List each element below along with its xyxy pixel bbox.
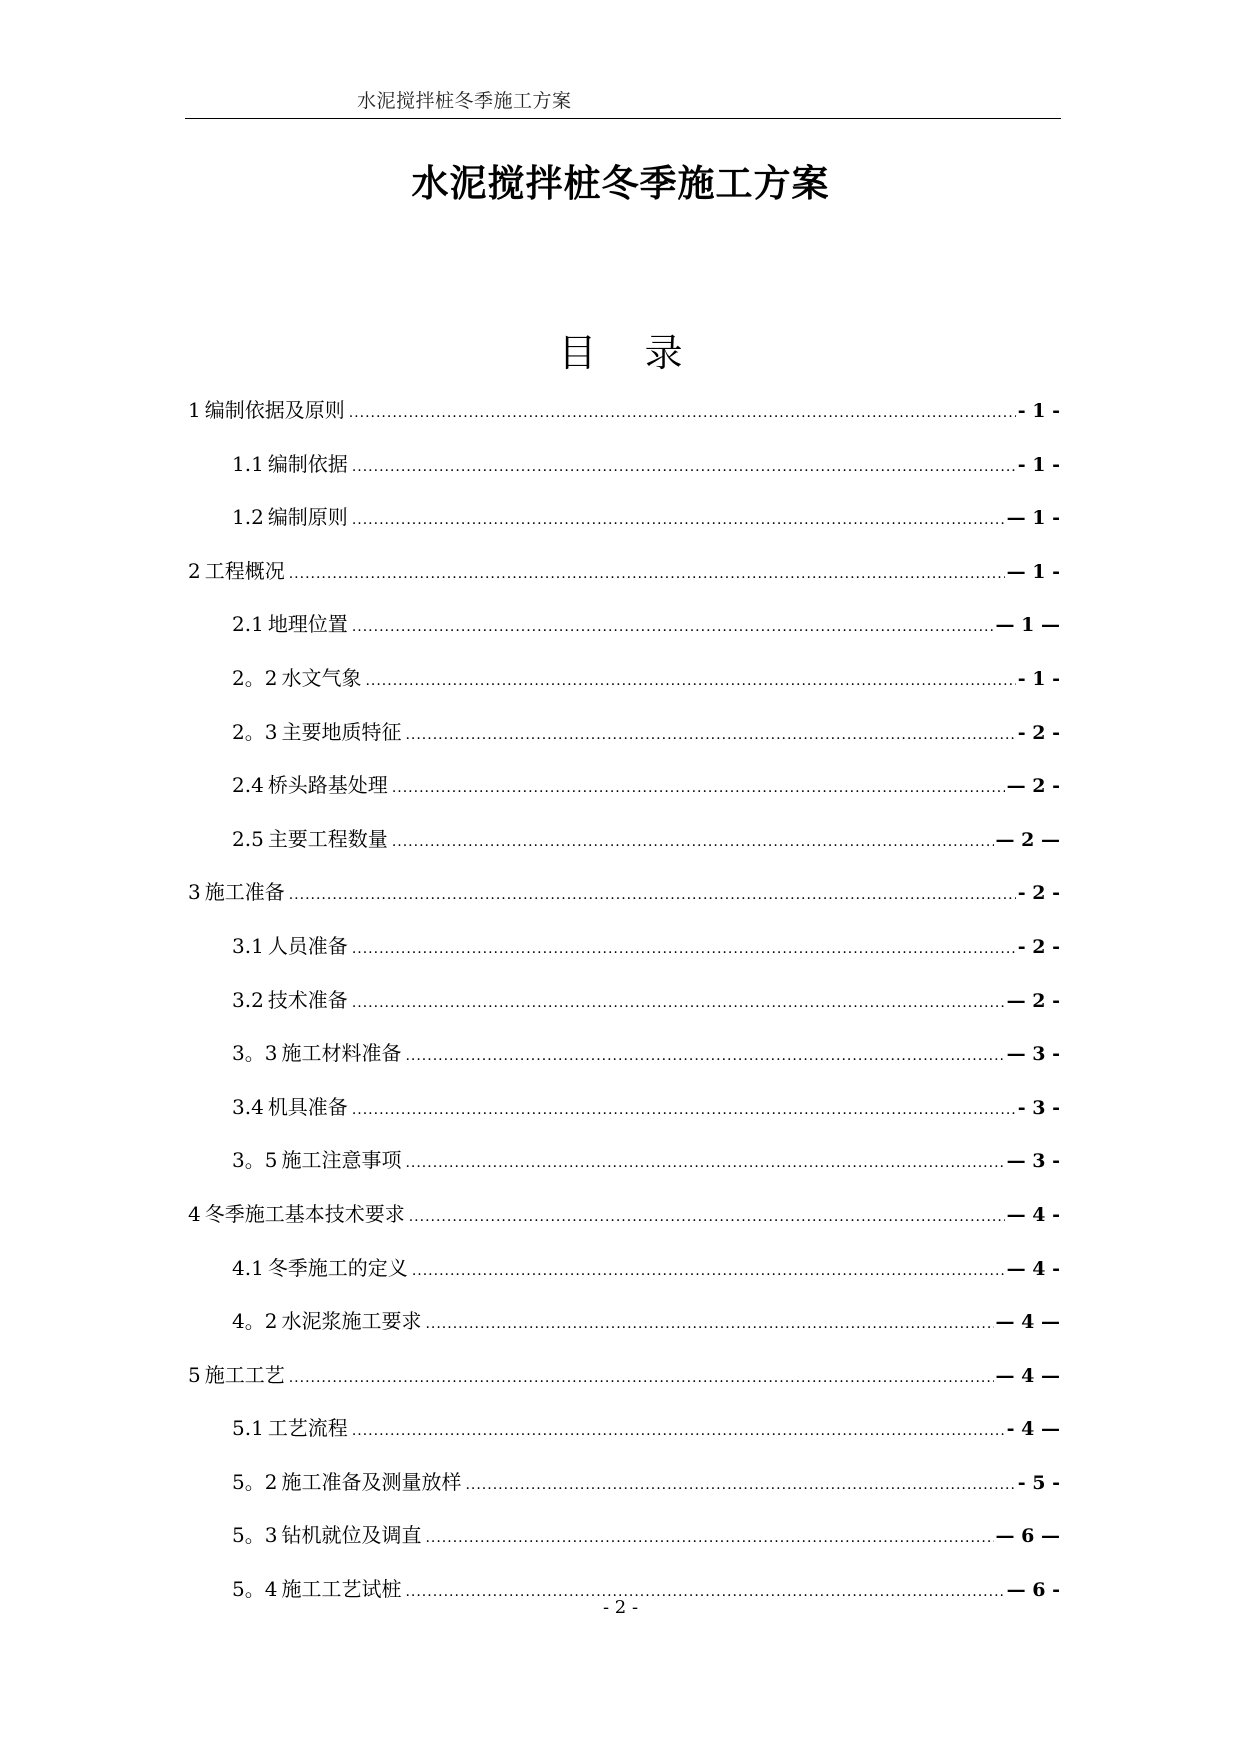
toc-entry-title: 施工准备及测量放样 <box>281 1469 462 1494</box>
toc-entry-page: — 4 - <box>1006 1203 1060 1226</box>
toc-entry[interactable] <box>188 1359 1060 1413</box>
toc-entry-title: 工程概况 <box>204 558 285 583</box>
toc-entry-number: 2.4 <box>232 773 264 798</box>
page-number: - 2 - <box>602 1597 639 1618</box>
toc-entry-title: 主要地质特征 <box>281 719 402 744</box>
toc-entry[interactable] <box>188 876 1060 930</box>
toc-entry-number: 4.1 <box>232 1255 264 1280</box>
toc-dot-leader <box>352 459 1016 475</box>
toc-entry-number: 3。5 <box>232 1148 278 1173</box>
toc-entry-title: 人员准备 <box>267 933 348 958</box>
toc-entry-title: 施工注意事项 <box>281 1148 402 1173</box>
toc-dot-leader <box>352 512 1005 528</box>
toc-entry-page: — 3 - <box>1006 1150 1060 1173</box>
toc-dot-leader <box>289 887 1016 903</box>
header-rule <box>185 118 1061 119</box>
toc-entry-title: 编制依据及原则 <box>204 398 345 422</box>
toc-dot-leader <box>405 1155 1004 1171</box>
toc-entry[interactable] <box>188 555 1060 609</box>
toc-entry-number: 1 <box>188 398 201 422</box>
toc-entry-number: 2。3 <box>232 719 278 744</box>
toc-entry[interactable] <box>188 769 1060 823</box>
toc-entry-title: 编制依据 <box>267 451 348 476</box>
toc-entry-title: 机具准备 <box>267 1094 348 1119</box>
toc-dot-leader <box>352 619 994 635</box>
toc-entry-page: - 3 - <box>1017 1096 1060 1119</box>
toc-dot-leader <box>392 780 1005 796</box>
toc-entry-number: 2。2 <box>232 665 278 690</box>
toc-dot-leader <box>352 941 1016 957</box>
toc-entry[interactable] <box>188 823 1060 877</box>
toc-entry-number: 3 <box>188 880 201 905</box>
toc-entry-page: — 1 — <box>995 614 1060 637</box>
toc-entry-page: — 4 - <box>1006 1257 1060 1280</box>
toc-entry-page: - 2 - <box>1017 882 1060 905</box>
toc-entry-title: 冬季施工的定义 <box>267 1255 408 1280</box>
toc-entry[interactable] <box>188 394 1060 448</box>
toc-dot-leader <box>425 1530 993 1546</box>
toc-entry-number: 4 <box>188 1201 201 1226</box>
toc-entry-title: 钻机就位及调直 <box>281 1523 422 1548</box>
toc-entry[interactable] <box>188 608 1060 662</box>
toc-entry-number: 2 <box>188 558 201 583</box>
toc-entry[interactable] <box>188 501 1060 555</box>
toc-entry-number: 3。3 <box>232 1041 278 1066</box>
toc-entry-page: - 5 - <box>1017 1471 1060 1494</box>
toc-entry-page: - 1 - <box>1017 667 1060 690</box>
toc-entry-title: 水文气象 <box>281 665 362 690</box>
toc-entry-title: 桥头路基处理 <box>267 773 388 798</box>
toc-dot-leader <box>465 1477 1015 1493</box>
toc-entry-title: 施工工艺 <box>204 1362 285 1387</box>
toc-dot-leader <box>289 1370 994 1386</box>
toc-entry-number: 5。3 <box>232 1523 278 1548</box>
toc-entry-page: - 2 - <box>1017 721 1060 744</box>
toc-entry[interactable] <box>188 1412 1060 1466</box>
toc-dot-leader <box>409 1209 1005 1225</box>
toc-entry-number: 3.4 <box>232 1094 264 1119</box>
toc-entry-title: 水泥浆施工要求 <box>281 1309 422 1334</box>
toc-dot-leader <box>349 405 1016 421</box>
toc-entry[interactable] <box>188 1037 1060 1091</box>
toc-dot-leader <box>289 566 1005 582</box>
toc-entry-title: 施工材料准备 <box>281 1041 402 1066</box>
toc-entry-number: 1.1 <box>232 451 264 476</box>
toc-entry-number: 2.5 <box>232 826 264 851</box>
toc-dot-leader <box>352 1102 1016 1118</box>
toc-dot-leader <box>412 1263 1005 1279</box>
table-of-contents <box>188 394 1060 1627</box>
toc-dot-leader <box>425 1316 993 1332</box>
toc-entry-number: 3.2 <box>232 987 264 1012</box>
toc-entry[interactable] <box>188 1305 1060 1359</box>
toc-entry-number: 1.2 <box>232 505 264 530</box>
toc-entry-number: 5 <box>188 1362 201 1387</box>
toc-heading: 目 录 <box>558 331 683 375</box>
toc-entry-page: — 4 — <box>995 1364 1060 1387</box>
toc-entry-page: — 4 — <box>995 1311 1060 1334</box>
toc-dot-leader <box>352 1423 1005 1439</box>
toc-entry-page: — 1 - <box>1006 560 1060 583</box>
toc-entry[interactable] <box>188 716 1060 770</box>
toc-dot-leader <box>392 834 994 850</box>
toc-entry-page: — 3 - <box>1006 1043 1060 1066</box>
toc-entry-title: 施工工艺试桩 <box>281 1577 402 1602</box>
toc-entry-title: 施工准备 <box>204 880 285 905</box>
running-header: 水泥搅拌桩冬季施工方案 <box>357 90 572 112</box>
toc-entry-number: 5.1 <box>232 1416 264 1441</box>
toc-entry-page: — 6 — <box>995 1525 1060 1548</box>
toc-entry-page: — 6 - <box>1006 1579 1060 1602</box>
toc-dot-leader <box>405 1048 1004 1064</box>
toc-entry[interactable] <box>188 1466 1060 1520</box>
toc-entry-page: — 2 - <box>1006 989 1060 1012</box>
toc-entry-page: - 2 - <box>1017 935 1060 958</box>
toc-entry-page: — 1 - <box>1006 507 1060 530</box>
toc-dot-leader <box>352 995 1005 1011</box>
toc-entry[interactable] <box>188 1252 1060 1306</box>
toc-entry-number: 5。4 <box>232 1577 278 1602</box>
toc-entry-title: 工艺流程 <box>267 1416 348 1441</box>
toc-entry-number: 3.1 <box>232 933 264 958</box>
toc-entry-title: 地理位置 <box>267 612 348 637</box>
toc-entry-title: 编制原则 <box>267 505 348 530</box>
toc-entry-title: 技术准备 <box>267 987 348 1012</box>
toc-entry-page: — 2 — <box>995 828 1060 851</box>
toc-entry[interactable] <box>188 662 1060 716</box>
toc-entry[interactable] <box>188 1519 1060 1573</box>
toc-entry[interactable] <box>188 1198 1060 1252</box>
toc-entry[interactable] <box>188 930 1060 984</box>
toc-entry-page: - 1 - <box>1017 400 1060 422</box>
toc-entry-number: 5。2 <box>232 1469 278 1494</box>
toc-entry[interactable] <box>188 1091 1060 1145</box>
toc-entry-page: - 4 — <box>1006 1418 1060 1441</box>
toc-entry-number: 4。2 <box>232 1309 278 1334</box>
toc-entry[interactable] <box>188 1144 1060 1198</box>
toc-dot-leader <box>405 727 1015 743</box>
toc-dot-leader <box>365 673 1015 689</box>
toc-entry-page: — 2 - <box>1006 775 1060 798</box>
toc-entry-number: 2.1 <box>232 612 264 637</box>
toc-entry[interactable] <box>188 984 1060 1038</box>
toc-entry-title: 主要工程数量 <box>267 826 388 851</box>
toc-entry-page: - 1 - <box>1017 453 1060 476</box>
document-title: 水泥搅拌桩冬季施工方案 <box>411 161 830 205</box>
toc-entry[interactable] <box>188 448 1060 502</box>
toc-entry-title: 冬季施工基本技术要求 <box>204 1201 405 1226</box>
